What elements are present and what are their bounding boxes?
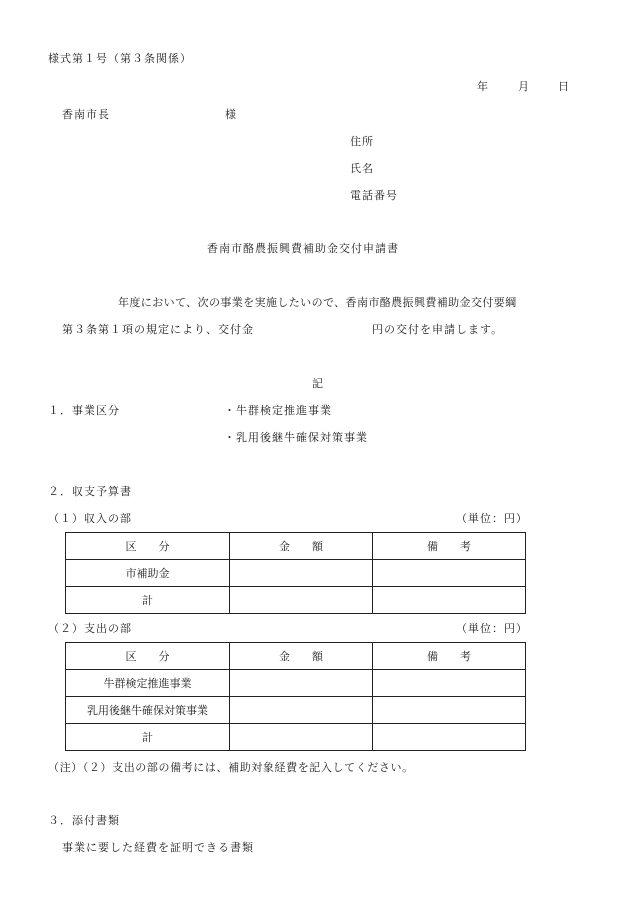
expense-heading: （２）支出の部 (48, 622, 132, 635)
amount-cell[interactable] (230, 670, 373, 697)
header-category: 区 分 (66, 643, 230, 670)
section3-content: 事業に要した経費を証明できる書類 (62, 841, 254, 854)
table-row (66, 697, 526, 724)
applicant-phone-label: 電話番号 (350, 189, 398, 202)
amount-cell[interactable] (230, 724, 373, 751)
body-line-1: 年度において、次の事業を実施したいので、香南市酪農振興費補助金交付要綱 (118, 296, 517, 309)
income-heading: （１）収入の部 (48, 512, 132, 525)
body-line-2a: 第３条第１項の規定により、交付金 (62, 323, 254, 336)
header-category: 区 分 (66, 533, 230, 560)
amount-cell[interactable] (230, 560, 373, 587)
date-year: 年 (477, 80, 488, 93)
income-table (65, 532, 526, 614)
date-month: 月 (518, 80, 529, 93)
applicant-name-label: 氏名 (350, 162, 374, 175)
table-header-row (66, 643, 526, 670)
expense-table (65, 642, 526, 751)
table-row (66, 560, 526, 587)
amount-cell[interactable] (230, 587, 373, 614)
remarks-cell[interactable] (373, 560, 526, 587)
addressee-honorific: 様 (225, 108, 236, 121)
header-remarks: 備 考 (373, 643, 526, 670)
applicant-address-label: 住所 (350, 135, 374, 148)
remarks-cell[interactable] (373, 670, 526, 697)
ki-marker: 記 (312, 377, 323, 390)
table-header-row (66, 533, 526, 560)
row-label: 牛群検定推進事業 (66, 670, 230, 697)
header-amount: 金 額 (230, 643, 373, 670)
remarks-cell[interactable] (373, 587, 526, 614)
date-day: 日 (558, 80, 569, 93)
section1-item-1: ・牛群検定推進事業 (224, 404, 332, 417)
income-unit: （単位：円） (456, 512, 528, 525)
table-row (66, 587, 526, 614)
section3-heading: ３．添付書類 (48, 814, 120, 827)
section1-item-2: ・乳用後継牛確保対策事業 (224, 431, 368, 444)
addressee-name: 香南市長 (62, 108, 110, 121)
expense-unit: （単位：円） (456, 622, 528, 635)
form-number: 様式第１号（第３条関係） (48, 52, 192, 65)
row-label: 乳用後継牛確保対策事業 (66, 697, 230, 724)
document-title: 香南市酪農振興費補助金交付申請書 (207, 242, 399, 255)
remarks-cell[interactable] (373, 697, 526, 724)
row-label: 計 (66, 587, 230, 614)
section1-heading: １．事業区分 (48, 404, 120, 417)
expense-note: （注）（２）支出の部の備考には、補助対象経費を記入してください。 (48, 761, 414, 774)
body-line-2b: 円の交付を申請します。 (372, 323, 504, 336)
header-remarks: 備 考 (373, 533, 526, 560)
amount-cell[interactable] (230, 697, 373, 724)
row-label: 計 (66, 724, 230, 751)
table-row (66, 670, 526, 697)
row-label: 市補助金 (66, 560, 230, 587)
table-row (66, 724, 526, 751)
remarks-cell[interactable] (373, 724, 526, 751)
header-amount: 金 額 (230, 533, 373, 560)
section2-heading: ２．収支予算書 (48, 485, 132, 498)
